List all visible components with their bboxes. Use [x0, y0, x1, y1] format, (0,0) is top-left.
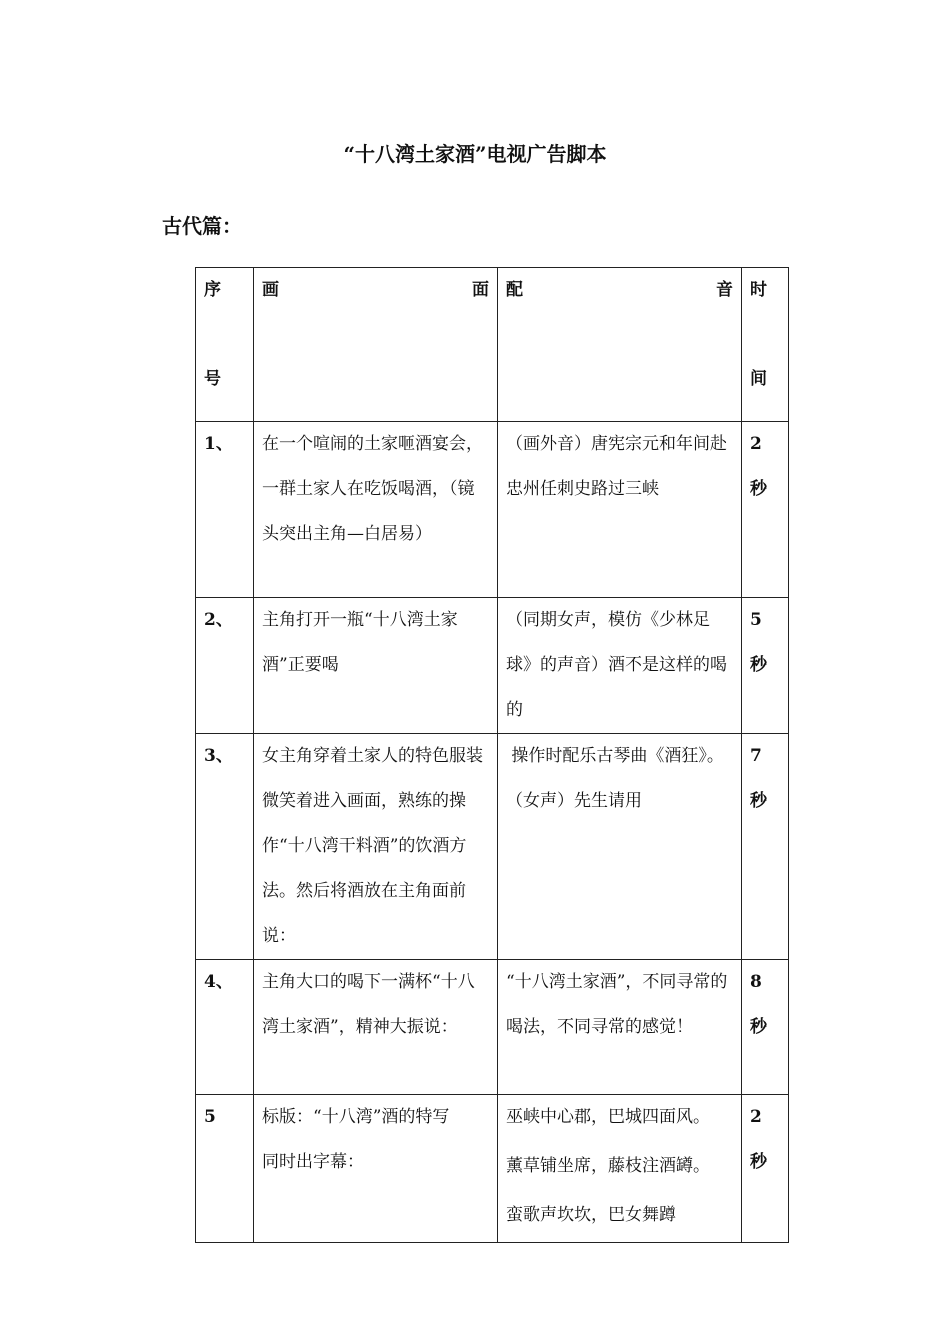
header-seq-top: 序 — [204, 280, 221, 300]
script-table — [195, 267, 789, 1243]
section-heading: 古代篇： — [162, 214, 242, 238]
row-seq: 3、 — [196, 734, 254, 960]
row-time-unit: 秒 — [750, 1017, 767, 1037]
row-seq: 2、 — [196, 598, 254, 734]
header-time — [742, 268, 789, 422]
row-time — [742, 598, 789, 734]
row-time — [742, 734, 789, 960]
row-scene-title: 标版：“十八湾”酒的特写 — [262, 1107, 450, 1127]
header-scene-left: 画 — [262, 280, 279, 300]
row-time-num: 7 — [750, 746, 762, 766]
poem-line: 巫峡中心郡，巴城四面风。 — [506, 1107, 710, 1127]
row-time-num: 5 — [750, 610, 762, 630]
row-audio — [498, 1095, 742, 1243]
header-audio-right: 音 — [716, 280, 733, 300]
table-row — [196, 1095, 789, 1243]
header-seq-bottom: 号 — [204, 369, 221, 389]
row-audio-voice: （女声）先生请用 — [506, 791, 642, 811]
row-time-unit: 秒 — [750, 1152, 767, 1172]
header-audio — [498, 268, 742, 422]
row-scene — [254, 1095, 498, 1243]
header-seq — [196, 268, 254, 422]
row-time — [742, 422, 789, 598]
row-seq: 4、 — [196, 960, 254, 1095]
row-seq: 1、 — [196, 422, 254, 598]
table-row — [196, 422, 789, 598]
row-audio: “十八湾土家酒”，不同寻常的喝法，不同寻常的感觉！ — [498, 960, 742, 1095]
row-scene: 在一个喧闹的土家咂酒宴会，一群土家人在吃饭喝酒，（镜头突出主角—白居易） — [254, 422, 498, 598]
table-header-row — [196, 268, 789, 422]
row-scene-caption: 同时出字幕： — [262, 1152, 364, 1172]
row-scene: 女主角穿着土家人的特色服装微笑着进入画面，熟练的操作“十八湾干料酒”的饮酒方法。然后将酒放在主角面前说： — [254, 734, 498, 960]
row-time-unit: 秒 — [750, 479, 767, 499]
row-time-unit: 秒 — [750, 655, 767, 675]
row-audio: （画外音）唐宪宗元和年间赴忠州任刺史路过三峡 — [498, 422, 742, 598]
table-row — [196, 960, 789, 1095]
table-row — [196, 734, 789, 960]
row-time-num: 2 — [750, 1107, 762, 1127]
poem-line: 蛮歌声坎坎，巴女舞蹲 — [506, 1205, 676, 1225]
poem-line: 薰草铺坐席，藤枝注酒罇。 — [506, 1156, 710, 1176]
header-scene — [254, 268, 498, 422]
row-time — [742, 960, 789, 1095]
row-time-num: 8 — [750, 972, 762, 992]
row-time-num: 2 — [750, 434, 762, 454]
row-audio: （同期女声，模仿《少林足球》的声音）酒不是这样的喝的 — [498, 598, 742, 734]
document-title: “十八湾土家酒”电视广告脚本 — [343, 142, 607, 166]
row-scene: 主角打开一瓶“十八湾土家酒”正要喝 — [254, 598, 498, 734]
row-audio-music: 操作时配乐古琴曲《酒狂》。 — [506, 746, 724, 766]
row-seq: 5 — [196, 1095, 254, 1243]
row-time-unit: 秒 — [750, 791, 767, 811]
header-audio-left: 配 — [506, 280, 523, 300]
row-time — [742, 1095, 789, 1243]
table-row — [196, 598, 789, 734]
header-time-bottom: 间 — [750, 369, 767, 389]
header-scene-right: 面 — [472, 280, 489, 300]
row-scene: 主角大口的喝下一满杯“十八湾土家酒”，精神大振说： — [254, 960, 498, 1095]
header-time-top: 时 — [750, 280, 767, 300]
row-audio — [498, 734, 742, 960]
